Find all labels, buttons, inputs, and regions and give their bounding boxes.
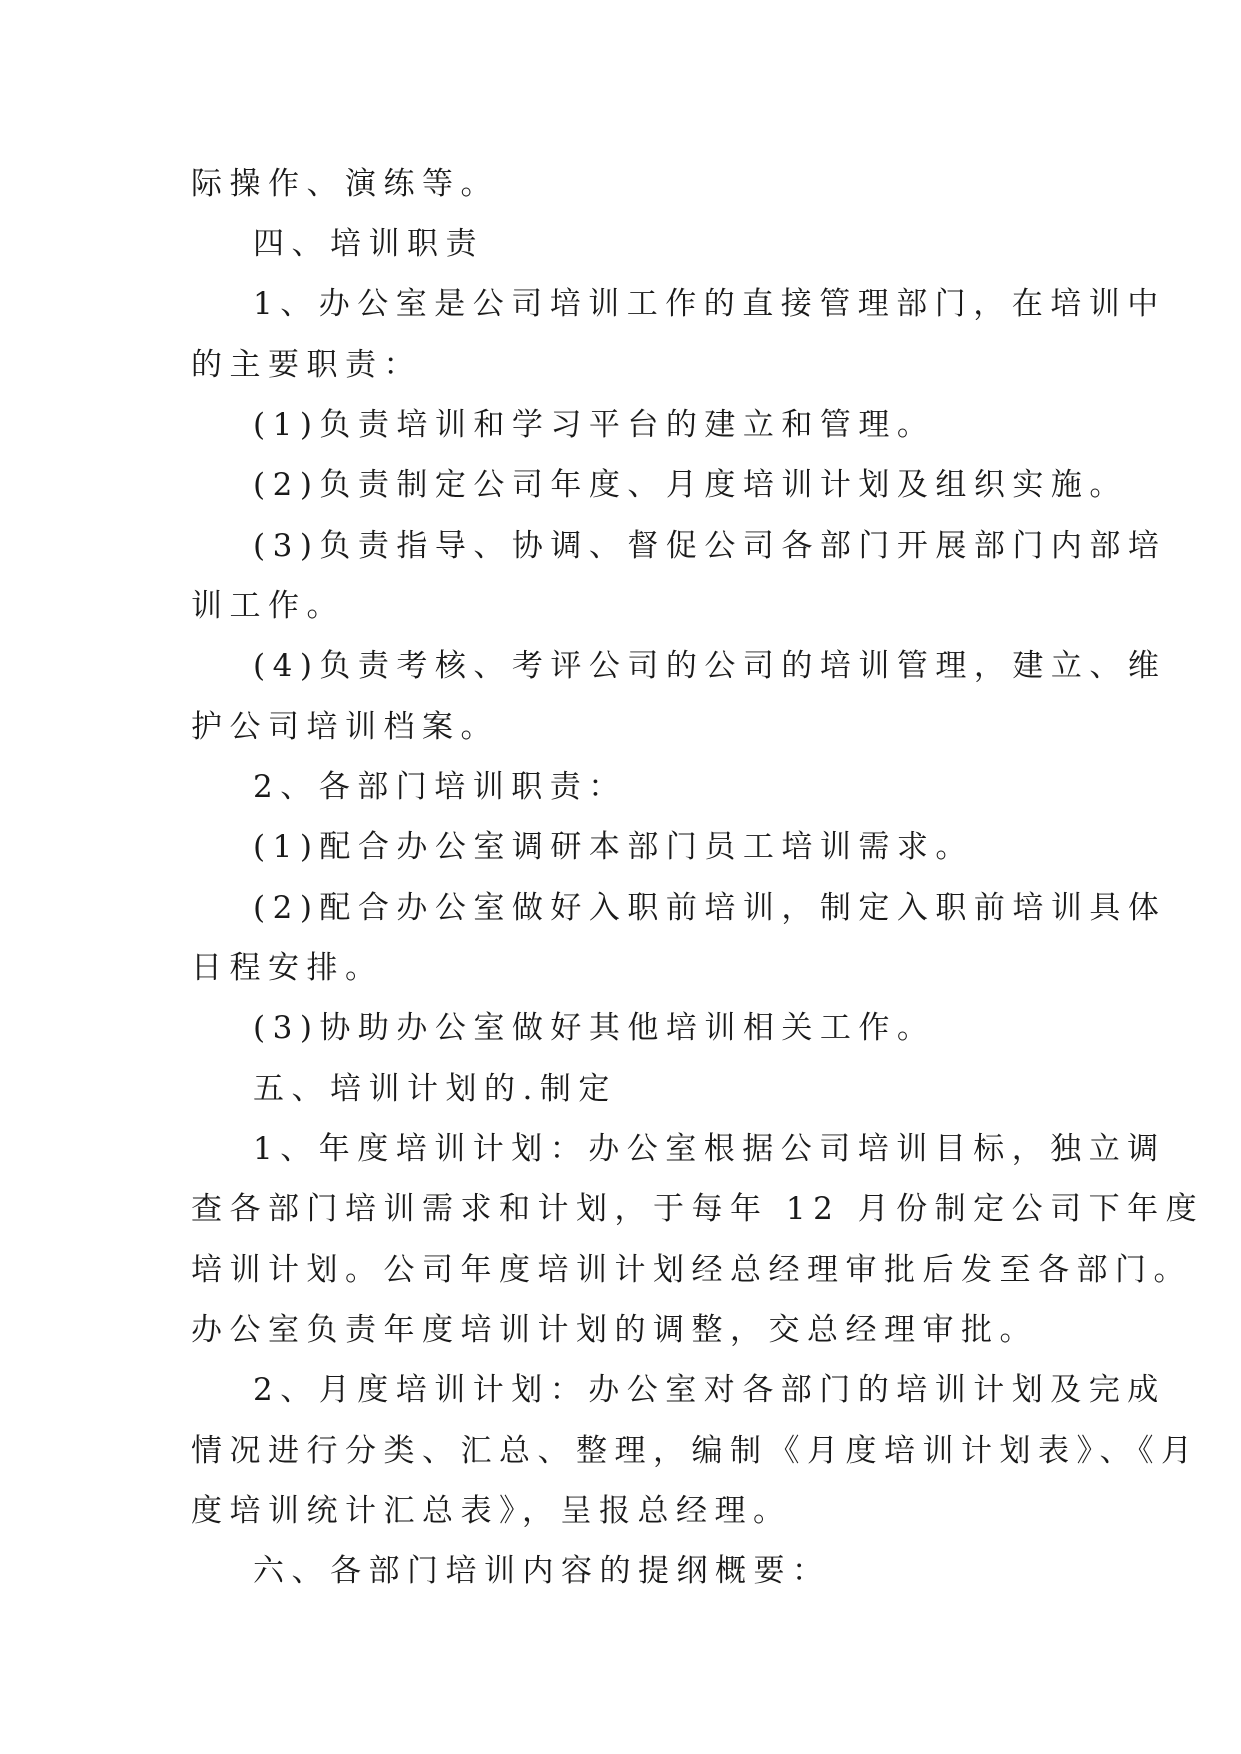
text-line: 查各部门培训需求和计划，于每年 12 月份制定公司下年度	[191, 1191, 1205, 1227]
section-heading: 六、各部门培训内容的提纲概要：	[253, 1553, 831, 1589]
text-line: (1)负责培训和学习平台的建立和管理。	[253, 407, 936, 443]
text-line: 培训计划。公司年度培训计划经总经理审批后发至各部门。	[191, 1252, 1192, 1288]
text-line: 办公室负责年度培训计划的调整，交总经理审批。	[191, 1312, 1038, 1348]
text-line: 护公司培训档案。	[191, 709, 499, 745]
text-line: (3)协助办公室做好其他培训相关工作。	[253, 1010, 936, 1046]
text-line: (4)负责考核、考评公司的公司的培训管理，建立、维	[253, 648, 1167, 684]
text-line: 2、各部门培训职责：	[253, 769, 627, 805]
text-line: (1)配合办公室调研本部门员工培训需求。	[253, 829, 974, 865]
text-line: 2、月度培训计划：办公室对各部门的培训计划及完成	[253, 1372, 1166, 1408]
text-line: 际操作、演练等。	[191, 166, 499, 202]
text-line: 训工作。	[191, 588, 345, 624]
text-line: 1、年度培训计划：办公室根据公司培训目标，独立调	[253, 1131, 1166, 1167]
section-heading: 五、培训计划的.制定	[253, 1071, 617, 1107]
text-line: 日程安排。	[191, 950, 384, 986]
section-heading: 四、培训职责	[253, 226, 484, 262]
text-line: (3)负责指导、协调、督促公司各部门开展部门内部培	[253, 528, 1167, 564]
text-line: 度培训统计汇总表》，呈报总经理。	[191, 1493, 792, 1529]
text-line: 1、办公室是公司培训工作的直接管理部门，在培训中	[253, 286, 1166, 322]
text-line: 的主要职责：	[191, 347, 422, 383]
text-line: (2)配合办公室做好入职前培训，制定入职前培训具体	[253, 890, 1167, 926]
text-line: 情况进行分类、汇总、整理，编制《月度培训计划表》、《月	[191, 1433, 1200, 1469]
text-line: (2)负责制定公司年度、月度培训计划及组织实施。	[253, 467, 1128, 503]
